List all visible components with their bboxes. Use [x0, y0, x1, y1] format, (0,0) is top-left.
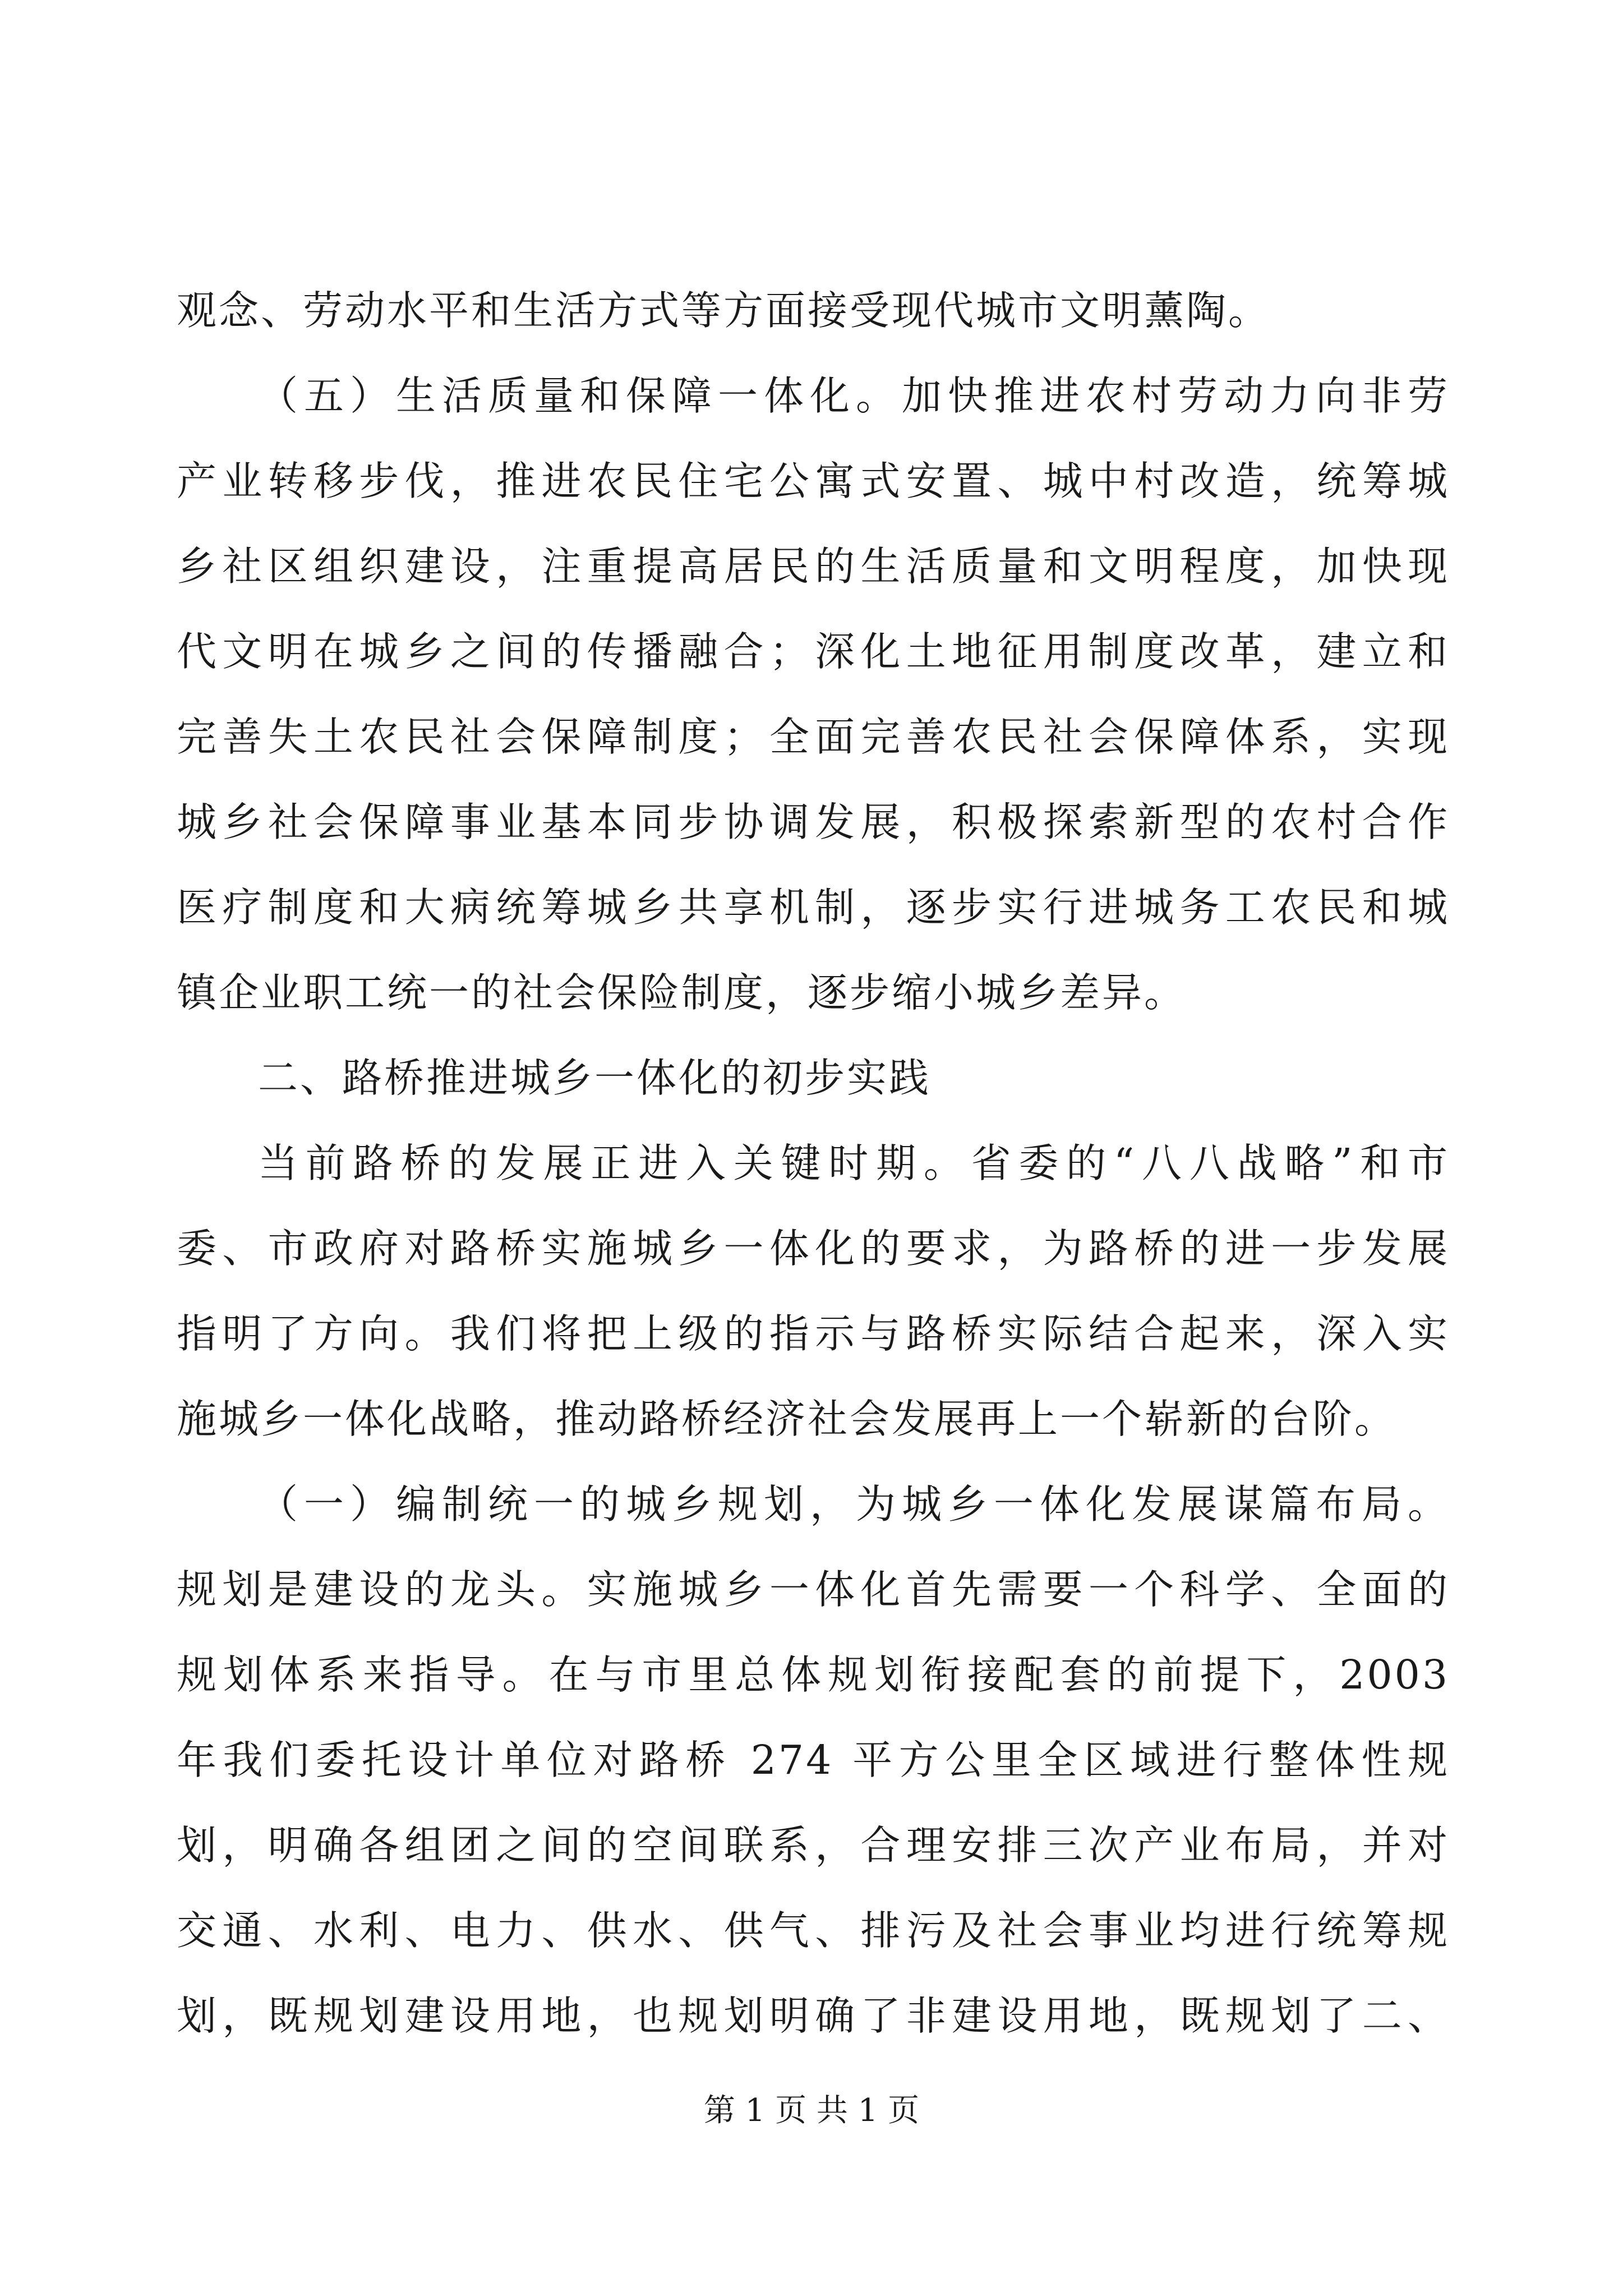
text-line: 产业转移步伐，推进农民住宅公寓式安置、城中村改造，统筹城 [177, 458, 1450, 504]
text-line: 指明了方向。我们将把上级的指示与路桥实际结合起来，深入实 [177, 1310, 1450, 1357]
text-line: 完善失土农民社会保障制度；全面完善农民社会保障体系，实现 [177, 714, 1450, 760]
text-line: 划，既规划建设用地，也规划明确了非建设用地，既规划了二、 [177, 1993, 1450, 2039]
text-line: 镇企业职工统一的社会保险制度，逐步缩小城乡差异。 [177, 969, 1187, 1016]
document-body [177, 268, 1450, 2059]
text-line: 乡社区组织建设，注重提高居民的生活质量和文明程度，加快现 [177, 543, 1450, 590]
paragraph-start-line: （五）生活质量和保障一体化。加快推进农村劳动力向非劳 [258, 372, 1450, 419]
text-line: 年我们委托设计单位对路桥 274 平方公里全区域进行整体性规 [177, 1737, 1450, 1783]
text-line: 医疗制度和大病统筹城乡共享机制，逐步实行进城务工农民和城 [177, 884, 1450, 931]
subsection-heading: （一）编制统一的城乡规划，为城乡一体化发展谋篇布局。 [258, 1481, 1450, 1527]
text-line: 委、市政府对路桥实施城乡一体化的要求，为路桥的进一步发展 [177, 1225, 1450, 1272]
text-line: 交通、水利、电力、供水、供气、排污及社会事业均进行统筹规 [177, 1907, 1450, 1954]
text-line: 划，明确各组团之间的空间联系，合理安排三次产业布局，并对 [177, 1822, 1450, 1869]
text-line: 城乡社会保障事业基本同步协调发展，积极探索新型的农村合作 [177, 799, 1450, 845]
paragraph-start-line: 当前路桥的发展正进入关键时期。省委的“八八战略”和市 [258, 1140, 1450, 1186]
page-footer: 第 1 页 共 1 页 [703, 2092, 920, 2129]
text-line: 代文明在城乡之间的传播融合；深化土地征用制度改革，建立和 [177, 628, 1450, 675]
text-line: 规划是建设的龙头。实施城乡一体化首先需要一个科学、全面的 [177, 1566, 1450, 1613]
section-heading: 二、路桥推进城乡一体化的初步实践 [258, 1055, 932, 1101]
text-line: 施城乡一体化战略，推动路桥经济社会发展再上一个崭新的台阶。 [177, 1396, 1397, 1442]
text-line: 观念、劳动水平和生活方式等方面接受现代城市文明薰陶。 [177, 287, 1271, 334]
text-line: 规划体系来指导。在与市里总体规划衔接配套的前提下，2003 [177, 1651, 1450, 1698]
